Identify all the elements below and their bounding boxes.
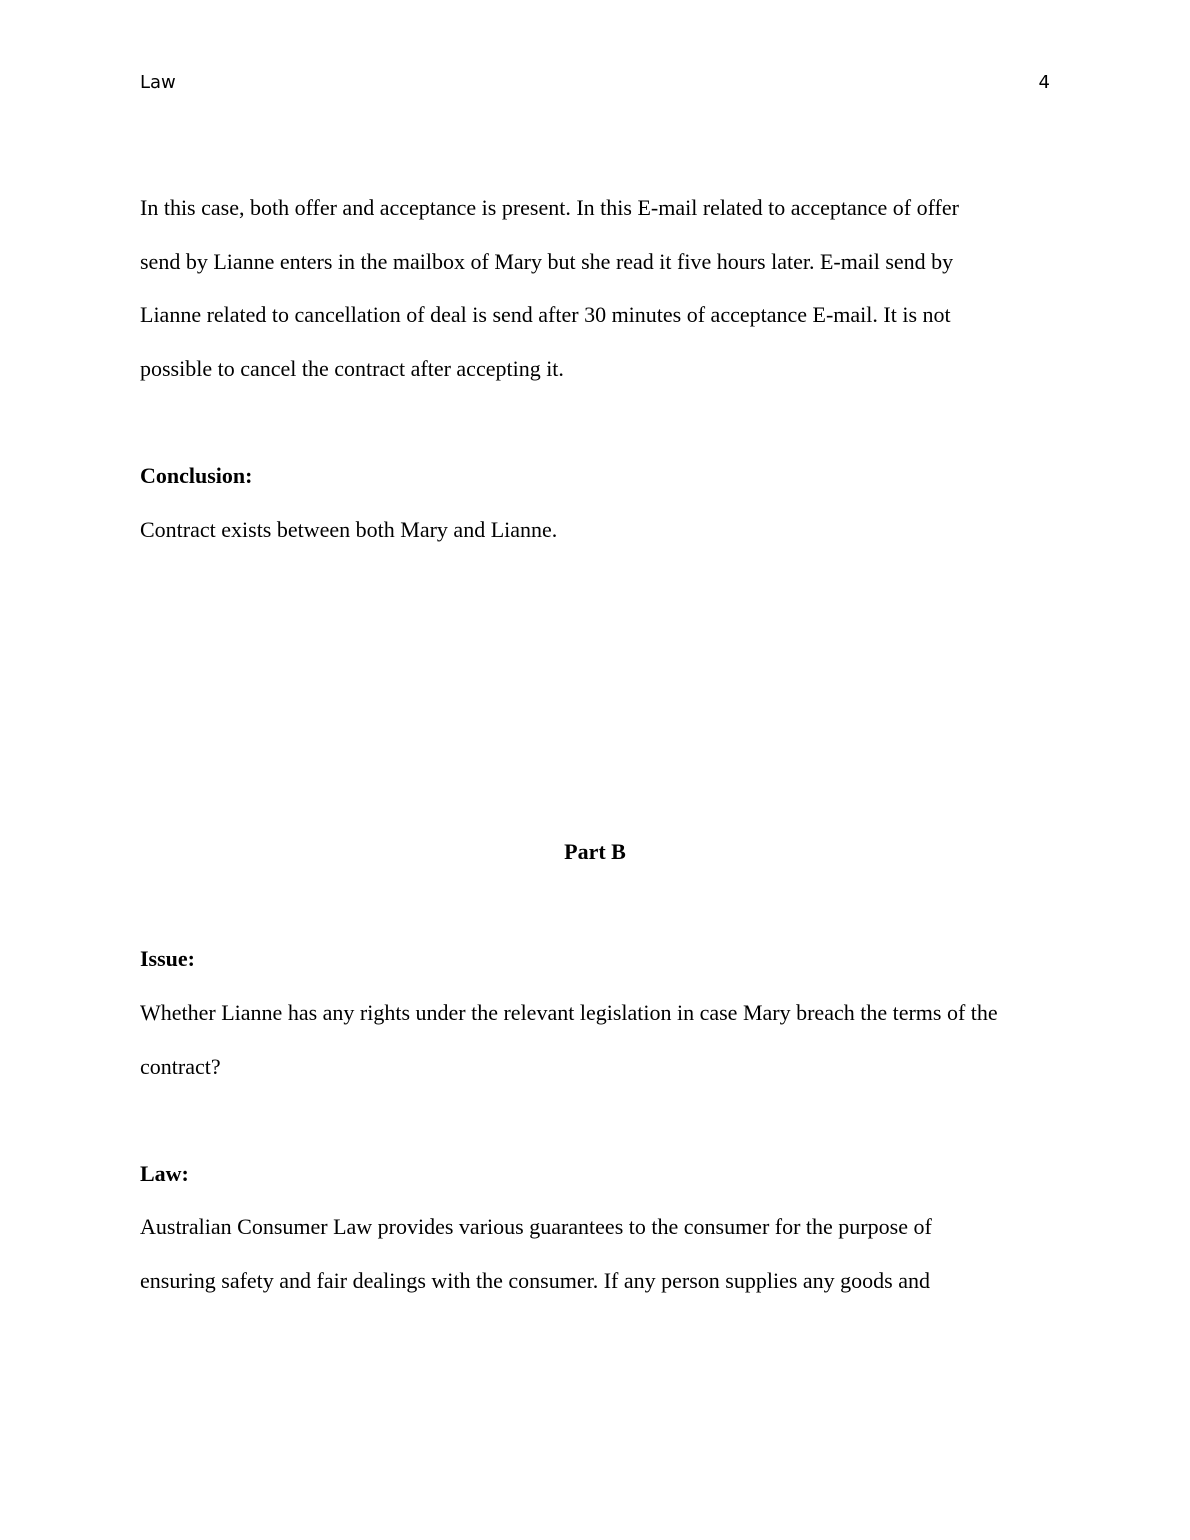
paragraph-line: possible to cancel the contract after accepting it. xyxy=(140,356,564,381)
page-number: 4 xyxy=(1038,72,1050,93)
running-head: Law xyxy=(140,72,176,93)
conclusion-heading: Conclusion: xyxy=(140,463,253,488)
paragraph-line: Australian Consumer Law provides various guarantees to the consumer for the purpose of xyxy=(140,1214,932,1239)
paragraph-line: contract? xyxy=(140,1054,221,1079)
paragraph-line: send by Lianne enters in the mailbox of Mary but she read it five hours later. E-mail send by xyxy=(140,249,954,274)
part-b-title: Part B xyxy=(564,839,626,864)
law-heading: Law: xyxy=(140,1161,189,1186)
paragraph-line: In this case, both offer and acceptance is present. In this E-mail related to acceptance of offer xyxy=(140,195,959,220)
paragraph-line: Whether Lianne has any rights under the relevant legislation in case Mary breach the terms of the xyxy=(140,1000,998,1025)
paragraph-line: Lianne related to cancellation of deal is send after 30 minutes of acceptance E-mail. It is not xyxy=(140,302,951,327)
issue-heading: Issue: xyxy=(140,946,196,971)
conclusion-text: Contract exists between both Mary and Lianne. xyxy=(140,517,558,542)
paragraph-line: ensuring safety and fair dealings with the consumer. If any person supplies any goods and xyxy=(140,1268,930,1293)
